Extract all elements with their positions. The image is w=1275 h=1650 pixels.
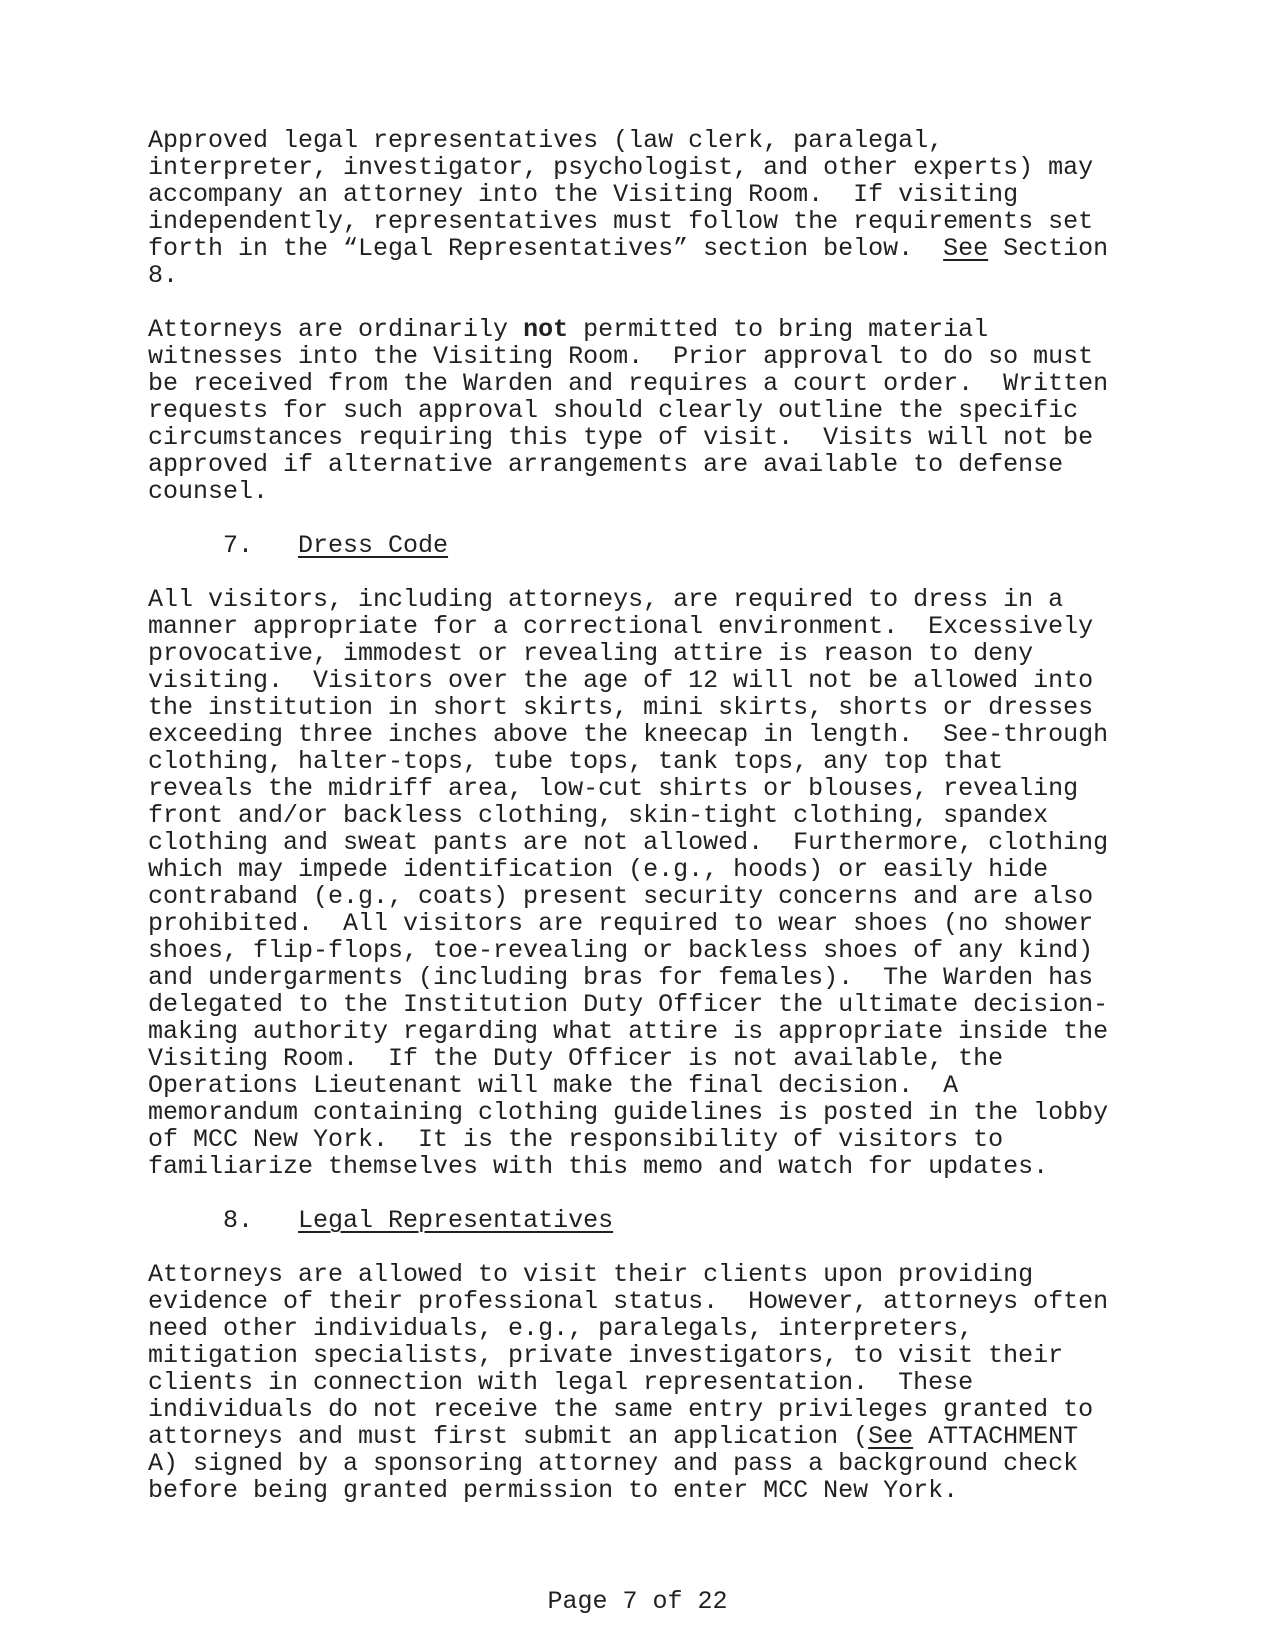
text-line: individuals do not receive the same entry privileges granted to	[148, 1395, 1094, 1424]
text-line: witnesses into the Visiting Room. Prior approval to do so must	[148, 342, 1094, 371]
text-line: contraband (e.g., coats) present security concerns and are also	[148, 882, 1094, 911]
text-line: 8.	[148, 261, 179, 290]
text-line: before being granted permission to enter MCC New York.	[148, 1476, 959, 1505]
text-line: clothing, halter-tops, tube tops, tank tops, any top that	[148, 747, 1004, 776]
text-line: visiting. Visitors over the age of 12 will not be allowed into	[148, 666, 1094, 695]
section-heading	[148, 1207, 1148, 1234]
text-line: memorandum containing clothing guidelines is posted in the lobby	[148, 1098, 1109, 1127]
text-line: clients in connection with legal representation. These	[148, 1368, 974, 1397]
text-line: approved if alternative arrangements are available to defense	[148, 450, 1064, 479]
text-line: All visitors, including attorneys, are required to dress in a	[148, 585, 1064, 614]
text-line: provocative, immodest or revealing attire is reason to deny	[148, 639, 1034, 668]
page-footer: Page 7 of 22	[547, 1587, 728, 1616]
text-line: attorneys and must first submit an application (See ATTACHMENT	[148, 1422, 1079, 1451]
text-line: familiarize themselves with this memo and watch for updates.	[148, 1152, 1049, 1181]
text-line: making authority regarding what attire is appropriate inside the	[148, 1017, 1109, 1046]
paragraph	[148, 586, 1148, 1180]
text-line: the institution in short skirts, mini skirts, shorts or dresses	[148, 693, 1094, 722]
text-line: independently, representatives must follow the requirements set	[148, 207, 1094, 236]
text-line: Visiting Room. If the Duty Officer is not available, the	[148, 1044, 1004, 1073]
text-line: and undergarments (including bras for females). The Warden has	[148, 963, 1094, 992]
paragraph	[148, 316, 1148, 505]
text-line: Attorneys are allowed to visit their clients upon providing	[148, 1260, 1034, 1289]
text-line: clothing and sweat pants are not allowed. Furthermore, clothing	[148, 828, 1109, 857]
text-line: front and/or backless clothing, skin-tight clothing, spandex	[148, 801, 1049, 830]
text-line: accompany an attorney into the Visiting Room. If visiting	[148, 180, 1019, 209]
text-line: Attorneys are ordinarily not permitted to bring material	[148, 315, 989, 344]
text-line: Operations Lieutenant will make the final decision. A	[148, 1071, 959, 1100]
text-line: exceeding three inches above the kneecap in length. See-through	[148, 720, 1109, 749]
text-line: 7. Dress Code	[148, 531, 449, 560]
text-line: interpreter, investigator, psychologist, and other experts) may	[148, 153, 1094, 182]
text-line: requests for such approval should clearly outline the specific	[148, 396, 1079, 425]
text-line: A) signed by a sponsoring attorney and pass a background check	[148, 1449, 1079, 1478]
text-line: reveals the midriff area, low-cut shirts or blouses, revealing	[148, 774, 1079, 803]
text-line: shoes, flip-flops, toe-revealing or backless shoes of any kind)	[148, 936, 1094, 965]
text-line: of MCC New York. It is the responsibility of visitors to	[148, 1125, 1004, 1154]
text-line: manner appropriate for a correctional environment. Excessively	[148, 612, 1094, 641]
text-line: need other individuals, e.g., paralegals, interpreters,	[148, 1314, 974, 1343]
text-line: mitigation specialists, private investigators, to visit their	[148, 1341, 1064, 1370]
text-line: evidence of their professional status. However, attorneys often	[148, 1287, 1109, 1316]
text-line: 8. Legal Representatives	[148, 1206, 614, 1235]
document-body	[148, 127, 1148, 1531]
paragraph	[148, 127, 1148, 289]
text-line: circumstances requiring this type of visit. Visits will not be	[148, 423, 1094, 452]
section-heading	[148, 532, 1148, 559]
text-line: counsel.	[148, 477, 269, 506]
text-line: be received from the Warden and requires a court order. Written	[148, 369, 1109, 398]
text-line: prohibited. All visitors are required to wear shoes (no shower	[148, 909, 1094, 938]
paragraph	[148, 1261, 1148, 1504]
text-line: Approved legal representatives (law clerk, paralegal,	[148, 126, 944, 155]
text-line: delegated to the Institution Duty Officer the ultimate decision-	[148, 990, 1109, 1019]
text-line: forth in the “Legal Representatives” section below. See Section	[148, 234, 1109, 263]
text-line: which may impede identification (e.g., hoods) or easily hide	[148, 855, 1049, 884]
